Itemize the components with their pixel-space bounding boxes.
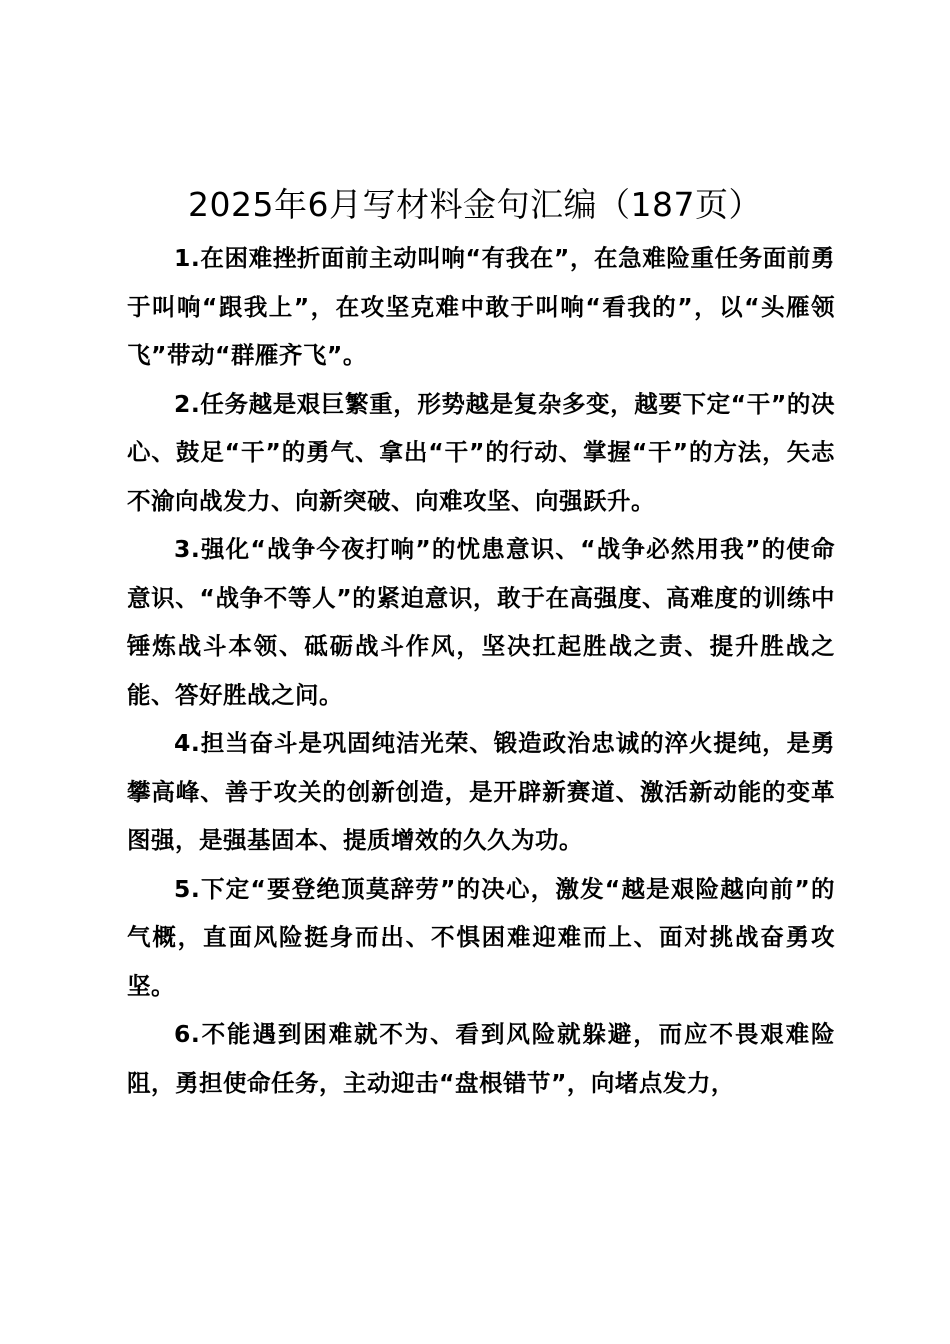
document-body — [127, 234, 835, 1107]
paragraph-2: 2.任务越是艰巨繁重，形势越是复杂多变，越要下定“干”的决心、鼓足“干”的勇气、拿出“干”的行动、掌握“干”的方法，矢志不渝向战发力、向新突破、向难攻坚、向强跃升。 — [127, 389, 835, 515]
paragraph-1: 1.在困难挫折面前主动叫响“有我在”，在急难险重任务面前勇于叫响“跟我上”，在攻坚克难中敢于叫响“看我的”，以“头雁领飞”带动“群雁齐飞”。 — [127, 244, 835, 369]
paragraph-5: 5.下定“要登绝顶莫辞劳”的决心，激发“越是艰险越向前”的气概，直面风险挺身而出、不惧困难迎难而上、面对挑战奋勇攻坚。 — [127, 874, 835, 1000]
paragraph-6: 6.不能遇到困难就不为、看到风险就躲避，而应不畏艰难险阻，勇担使命任务，主动迎击“盘根错节”，向堵点发力， — [127, 1020, 835, 1097]
paragraph-3: 3.强化“战争今夜打响”的忧患意识、“战争必然用我”的使命意识、“战争不等人”的紧迫意识，敢于在高强度、高难度的训练中锤炼战斗本领、砥砺战斗作风，坚决扛起胜战之责、提升胜战之能、答好胜战之问。 — [127, 535, 835, 709]
document-title: 2025年6月写材料金句汇编（187页） — [188, 185, 762, 224]
paragraph-4: 4.担当奋斗是巩固纯洁光荣、锻造政治忠诚的淬火提纯，是勇攀高峰、善于攻关的创新创造，是开辟新赛道、激活新动能的变革图强，是强基固本、提质增效的久久为功。 — [127, 729, 835, 854]
